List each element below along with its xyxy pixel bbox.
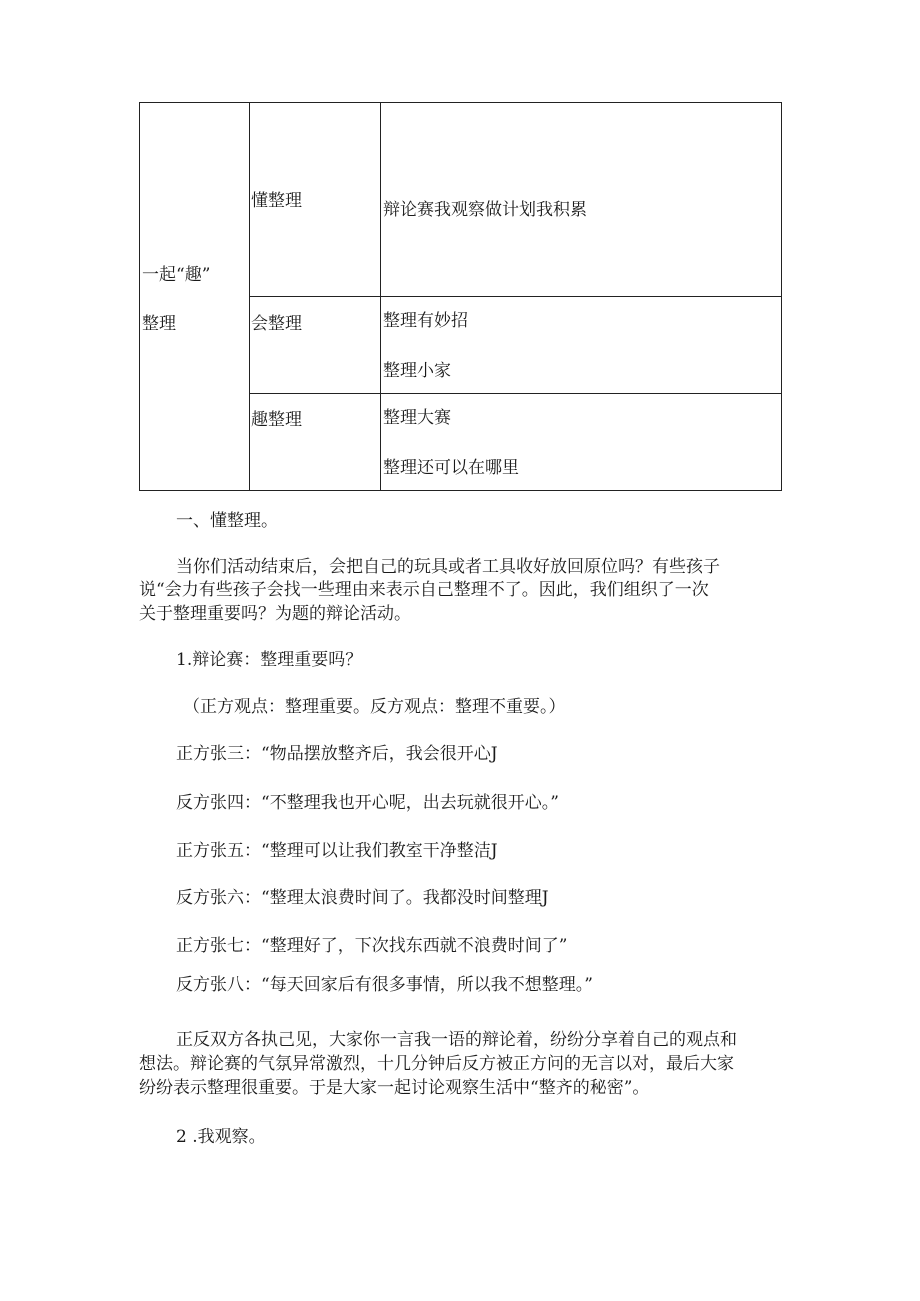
intro-line: 关于整理重要吗？为题的辩论活动。: [139, 604, 411, 624]
table-divider: [249, 296, 781, 297]
dialogue-line: 反方张四：“不整理我也开心呢，出去玩就很开心。”: [176, 793, 559, 813]
table-stage: 趣整理: [251, 410, 302, 430]
dialogue-line: 正方张三：“物品摆放整齐后，我会很开心J: [176, 744, 498, 764]
summary-line: 想法。辩论赛的气氛异常激烈，十几分钟后反方被正方问的无言以对，最后大家: [139, 1054, 734, 1074]
table-category-line2: 整理: [142, 314, 176, 334]
table-item: 整理有妙招: [383, 311, 468, 331]
intro-line: 说“会力有些孩子会找一些理由来表示自己整理不了。因此，我们组织了一次: [139, 580, 709, 600]
table-stage: 懂整理: [251, 191, 302, 211]
dialogue-line: 正方张七：“整理好了，下次找东西就不浪费时间了”: [176, 936, 568, 956]
table-category-line1: 一起“趣”: [142, 265, 211, 285]
table-item: 整理小家: [383, 361, 451, 381]
debate-title: 1.辩论赛：整理重要吗？: [176, 650, 363, 670]
summary-line: 正反双方各执己见，大家你一言我一语的辩论着，纷纷分享着自己的观点和: [176, 1030, 737, 1050]
observe-title: 2 .我观察。: [176, 1127, 266, 1147]
table-item: 辩论赛我观察做计划我积累: [383, 200, 587, 220]
table-item: 整理还可以在哪里: [383, 458, 519, 478]
table-item: 整理大赛: [383, 408, 451, 428]
summary-line: 纷纷表示整理很重要。于是大家一起讨论观察生活中“整齐的秘密”。: [139, 1078, 650, 1098]
table-stage: 会整理: [251, 314, 302, 334]
dialogue-line: 反方张八：“每天回家后有很多事情，所以我不想整理。”: [176, 975, 593, 995]
dialogue-line: 正方张五：“整理可以让我们教室干净整洁J: [176, 841, 498, 861]
debate-viewpoints: （正方观点：整理重要。反方观点：整理不重要。）: [183, 697, 566, 717]
intro-line: 当你们活动结束后，会把自己的玩具或者工具收好放回原位吗？有些孩子: [176, 557, 720, 577]
dialogue-line: 反方张六：“整理太浪费时间了。我都没时间整理J: [176, 888, 549, 908]
table-divider: [249, 393, 781, 394]
activity-table: [139, 102, 782, 491]
section-heading: 一、懂整理。: [176, 511, 278, 531]
